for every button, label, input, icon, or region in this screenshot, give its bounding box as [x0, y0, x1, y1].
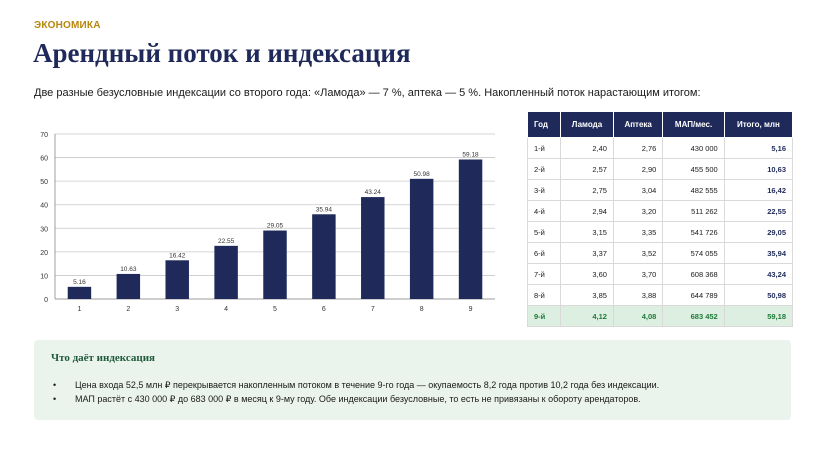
table-cell: 3,85 [560, 285, 613, 306]
table-cell: 4,08 [613, 306, 662, 327]
table-cell: 3,52 [613, 243, 662, 264]
table-cell: 2,76 [613, 138, 662, 159]
table-row [528, 180, 793, 201]
table-cell: 3,04 [613, 180, 662, 201]
chart-bar [117, 274, 140, 299]
table-row [528, 306, 793, 327]
table-row [528, 159, 793, 180]
bar-value-label: 5.16 [73, 278, 86, 286]
table-cell: 3,20 [613, 201, 662, 222]
chart-bar [214, 246, 237, 299]
y-tick-label: 40 [40, 202, 48, 210]
table-row [528, 222, 793, 243]
bar-value-label: 16.42 [169, 252, 186, 260]
table-cell: 4-й [528, 201, 561, 222]
table-cell: 644 789 [663, 285, 724, 306]
table-header-cell: Итого, млн [724, 112, 792, 138]
bar-value-label: 35.94 [315, 206, 333, 214]
x-tick-label: 3 [175, 306, 180, 313]
x-tick-label: 7 [370, 306, 375, 313]
table-row [528, 243, 793, 264]
table-header-cell: МАП/мес. [663, 112, 724, 138]
table-cell: 10,63 [724, 159, 792, 180]
table-cell: 2,94 [560, 201, 613, 222]
x-tick-label: 8 [419, 306, 424, 313]
y-tick-label: 10 [40, 273, 48, 281]
y-tick-label: 70 [40, 132, 48, 139]
table-cell: 4,12 [560, 306, 613, 327]
note-item [51, 378, 659, 392]
x-tick-label: 4 [224, 306, 229, 313]
note-item [51, 392, 659, 406]
table-cell: 482 555 [663, 180, 724, 201]
note-item-text: Цена входа 52,5 млн ₽ перекрывается накопленным потоком в течение 9-го года — окупаемость 8,2 года против 10,2 года без индексации. [75, 380, 660, 390]
chart-bar [165, 260, 188, 299]
y-tick-label: 20 [40, 249, 48, 257]
x-tick-label: 2 [126, 306, 131, 313]
table-cell: 5,16 [724, 138, 792, 159]
note-item-text: МАП растёт с 430 000 ₽ до 683 000 ₽ в месяц к 9-му году. Обе индексации безусловные, то есть не привязаны к обороту арендаторов. [75, 394, 641, 404]
bar-value-label: 22.55 [217, 237, 235, 245]
table-row [528, 201, 793, 222]
bar-value-label: 29.05 [266, 222, 284, 230]
table-cell: 6-й [528, 243, 561, 264]
table-cell: 59,18 [724, 306, 792, 327]
table-cell: 3,60 [560, 264, 613, 285]
chart-canvas [30, 125, 505, 320]
table-cell: 430 000 [663, 138, 724, 159]
y-tick-label: 50 [40, 179, 48, 187]
table-cell: 7-й [528, 264, 561, 285]
table-row [528, 285, 793, 306]
chart-bar [410, 179, 433, 299]
table-cell: 5-й [528, 222, 561, 243]
table-cell: 2,40 [560, 138, 613, 159]
table-header-cell: Аптека [613, 112, 662, 138]
table-cell: 541 726 [663, 222, 724, 243]
cumulative-flow-chart [30, 125, 505, 320]
chart-bar [361, 197, 384, 299]
bar-value-label: 10.63 [120, 265, 137, 273]
page-subtitle: Две разные безусловные индексации со второго года: «Ламода» — 7 %, аптека — 5 %. Накопленный поток нарастающим итогом: [34, 87, 701, 99]
table-cell: 3,15 [560, 222, 613, 243]
y-tick-label: 60 [40, 155, 48, 163]
y-tick-label: 0 [44, 297, 48, 304]
x-tick-label: 6 [321, 306, 326, 313]
table-cell: 35,94 [724, 243, 792, 264]
note-title: Что даёт индексация [51, 352, 156, 364]
table-cell: 16,42 [724, 180, 792, 201]
table-cell: 608 368 [663, 264, 724, 285]
indexation-table [527, 111, 793, 327]
table-cell: 683 452 [663, 306, 724, 327]
y-tick-label: 30 [40, 226, 48, 234]
bullet-icon: • [53, 380, 57, 390]
page-title: Арендный поток и индексация [33, 38, 411, 68]
chart-bar [263, 231, 286, 299]
table-row [528, 264, 793, 285]
bar-value-label: 43.24 [364, 189, 381, 197]
x-tick-label: 5 [273, 306, 277, 313]
table-cell: 3-й [528, 180, 561, 201]
section-tag: ЭКОНОМИКА [34, 20, 101, 31]
bullet-icon: • [53, 394, 57, 404]
x-tick-label: 1 [77, 306, 82, 313]
table-cell: 8-й [528, 285, 561, 306]
note-list [51, 378, 659, 406]
indexation-note [34, 340, 791, 420]
table-cell: 1-й [528, 138, 561, 159]
bar-value-label: 59.18 [462, 151, 479, 159]
bar-value-label: 50.98 [413, 170, 430, 178]
chart-bar [459, 160, 482, 299]
table-cell: 3,35 [613, 222, 662, 243]
table-cell: 574 055 [663, 243, 724, 264]
table-body [528, 138, 793, 327]
table-cell: 2,75 [560, 180, 613, 201]
table-header-row [528, 112, 793, 138]
table-cell: 43,24 [724, 264, 792, 285]
table-cell: 29,05 [724, 222, 792, 243]
table-cell: 455 500 [663, 159, 724, 180]
table-cell: 3,37 [560, 243, 613, 264]
table-row [528, 138, 793, 159]
chart-bar [68, 287, 91, 299]
table-cell: 3,70 [613, 264, 662, 285]
table-cell: 3,88 [613, 285, 662, 306]
x-tick-label: 9 [468, 306, 473, 313]
table-cell: 9-й [528, 306, 561, 327]
table-cell: 2,90 [613, 159, 662, 180]
chart-bar [312, 214, 335, 299]
table-header-cell: Год [528, 112, 561, 138]
table-cell: 22,55 [724, 201, 792, 222]
table-cell: 2-й [528, 159, 561, 180]
table-header-cell: Ламода [560, 112, 613, 138]
table-cell: 511 262 [663, 201, 724, 222]
table-cell: 50,98 [724, 285, 792, 306]
table-cell: 2,57 [560, 159, 613, 180]
